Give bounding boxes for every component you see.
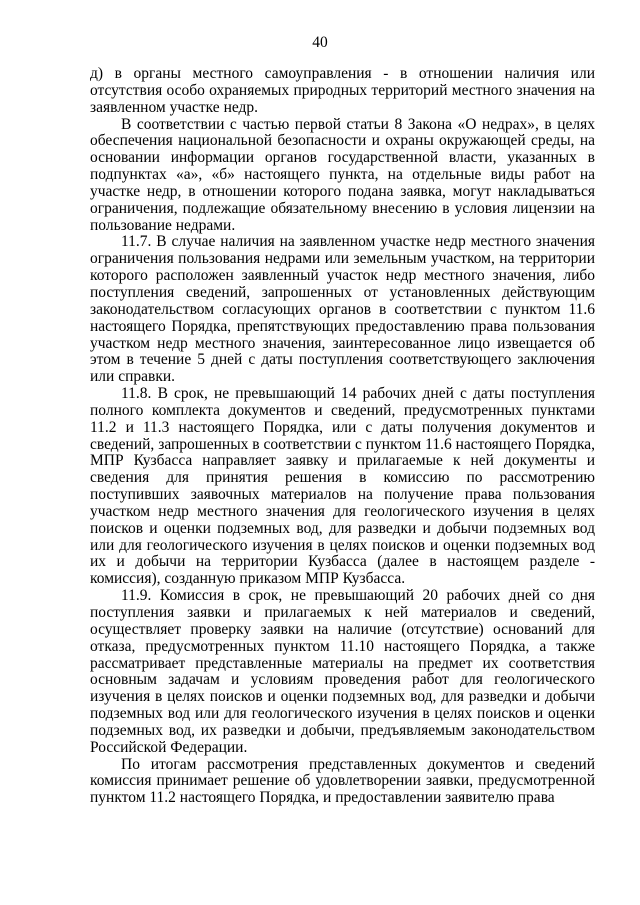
document-body	[90, 66, 595, 807]
paragraph-11-7: 11.7. В случае наличия на заявленном участке недр местного значения ограничения пользования недрами или земельным участком, на территории которого расположен заявленный участок недр местного значения, либо поступления сведений, запрошенных от установленных действующим законодательством согласующих органов в соответствии с пунктом 11.6 настоящего Порядка, препятствующих предоставлению права пользования участком недр местного значения, заинтересованное лицо извещается об этом в течение 5 дней с даты поступления соответствующего заключения или справки.	[90, 233, 595, 386]
paragraph-commission-decision: По итогам рассмотрения представленных документов и сведений комиссия принимает решение об удовлетворении заявки, предусмотренной пунктом 11.2 настоящего Порядка, и предоставлении заявителю права	[90, 755, 595, 807]
paragraph-11-8: 11.8. В срок, не превышающий 14 рабочих дней с даты поступления полного комплекта документов и сведений, предусмотренных пунктами 11.2 и 11.3 настоящего Порядка, или с даты получения документов и сведений, запрошенных в соответствии с пунктом 11.6 настоящего Порядка, МПР Кузбасса направляет заявку и прилагаемые к ней документы и сведения для принятия решения в комиссию по рассмотрению поступивших заявочных материалов на получение права пользования участком недр местного значения для геологического изучения в целях поисков и оценки подземных вод, для разведки и добычи подземных вод или для геологического изучения в целях поисков и оценки подземных вод их и добычи на территории Кузбасса (далее в настоящем разделе - комиссия), созданную приказом МПР Кузбасса.	[90, 385, 595, 588]
paragraph-11-9: 11.9. Комиссия в срок, не превышающий 20 рабочих дней со дня поступления заявки и прилагаемых к ней материалов и сведений, осуществляет проверку заявки на наличие (отсутствие) оснований для отказа, предусмотренных пунктом 11.10 настоящего Порядка, а также рассматривает представленные материалы на предмет их соответствия основным задачам и условиям проведения работ для геологического изучения в целях поисков и оценки подземных вод, для разведки и добычи подземных вод или для геологического изучения в целях поисков и оценки подземных вод, их разведки и добычи, предъявляемым законодательством Российской Федерации.	[90, 587, 595, 756]
paragraph-restrictions: В соответствии с частью первой статьи 8 Закона «О недрах», в целях обеспечения национальной безопасности и охраны окружающей среды, на основании информации органов государственной власти, указанных в подпунктах «а», «б» настоящего пункта, на отдельные виды работ на участке недр, в отношении которого подана заявка, могут накладываться ограничения, подлежащие обязательному внесению в условия лицензии на пользование недрами.	[90, 115, 595, 234]
page-number: 40	[312, 34, 328, 51]
paragraph-item-d: д) в органы местного самоуправления - в отношении наличия или отсутствия особо охраняемых природных территорий местного значения на заявленном участке недр.	[90, 65, 595, 116]
